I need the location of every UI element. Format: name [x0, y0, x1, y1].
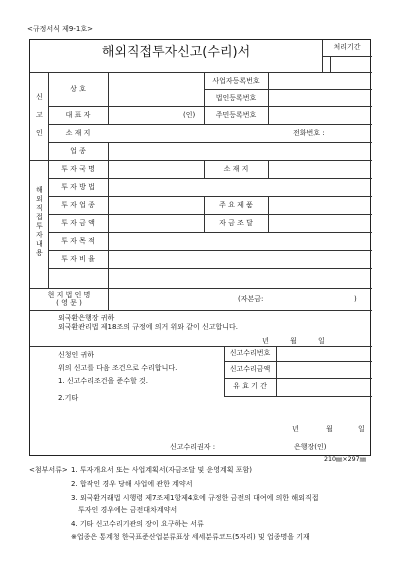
applicant-section-char-3: 인	[36, 129, 43, 137]
representative-label: 대 표 자	[65, 111, 91, 119]
business-label: 투 자 업 종	[61, 201, 95, 209]
attachments-heading: <첨부서류>	[29, 466, 68, 474]
attachment-item-2: 2. 합작인 경우 당해 사업에 관한 계약서	[71, 480, 193, 488]
location-label: 소 재 지	[223, 165, 249, 173]
applicant-section-char-2: 고	[36, 111, 43, 119]
capital-label: (자본금:	[238, 295, 264, 303]
phone-label: 전화번호 :	[293, 129, 325, 137]
acceptance-condition-2: 2.기타	[58, 394, 79, 402]
declaration-year: 년	[262, 337, 269, 345]
ratio-label: 투 자 비 율	[61, 255, 95, 263]
authority-label: 신고수리권자 :	[170, 443, 216, 451]
accept-no-label: 신고수리번호	[229, 349, 271, 357]
applicant-section-char-1: 신	[36, 93, 43, 101]
investment-section-char-1: 해	[36, 186, 43, 194]
acceptance-year: 년	[292, 425, 299, 433]
capital-close: )	[354, 295, 357, 303]
funding-label: 자 금 조 달	[219, 219, 253, 227]
amount-label: 투 자 금 액	[61, 219, 95, 227]
attachment-item-3-cont: 투자인 경우에는 금전대차계약서	[78, 506, 178, 514]
attachment-item-4: 4. 기타 신고수리기관의 장이 요구하는 서류	[71, 520, 204, 528]
method-label: 투 자 방 법	[61, 183, 95, 191]
attachment-note: ※업종은 통계청 한국표준산업분류표상 세세분류코드(5자리) 및 업종명을 기재	[71, 533, 310, 541]
declaration-text: 외국환관리법 제18조의 규정에 의거 위와 같이 신고합니다.	[58, 323, 239, 331]
attachment-item-1: 1. 투자개요서 또는 사업계획서(자금조달 및 운영계획 포함)	[71, 466, 253, 474]
paper-size: 210㎜×297㎜	[324, 456, 366, 463]
local-corp-label: 현 지 법 인 명	[47, 291, 91, 299]
purpose-label: 투 자 목 적	[61, 237, 95, 245]
main-products-label: 주 요 제 품	[219, 201, 253, 209]
industry-label: 업 종	[70, 147, 86, 155]
investment-section-char-3: 직	[36, 204, 43, 212]
acceptance-month: 월	[326, 425, 333, 433]
bank-label: 은행장(인)	[294, 443, 327, 451]
corp-reg-no-label: 법인등록번호	[215, 94, 257, 102]
acceptance-text: 위의 신고를 다음 조건으로 수리합니다.	[58, 364, 178, 372]
investment-section-char-2: 외	[36, 195, 43, 203]
investment-section-char-7: 내	[36, 240, 43, 248]
accept-amount-label: 신고수리금액	[229, 365, 271, 373]
declaration-form	[29, 39, 371, 456]
form-title: 해외직접투자신고(수리)서	[101, 45, 251, 60]
declaration-month: 월	[290, 337, 297, 345]
resident-reg-no-label: 주민등록번호	[215, 111, 257, 119]
business-reg-no-label: 사업자등록번호	[212, 77, 260, 85]
processing-period-label: 처리기간	[333, 43, 361, 51]
acceptance-addressee: 신청인 귀하	[58, 351, 95, 359]
validity-label: 유 효 기 간	[233, 382, 267, 390]
attachment-item-3: 3. 외국환거래법 시행령 제7조제1항제4호에 규정한 금전의 대여에 의한 해외직접	[71, 494, 319, 502]
company-label: 상 호	[70, 85, 86, 93]
investment-section-char-4: 접	[36, 213, 43, 221]
country-label: 투 자 국 명	[61, 165, 95, 173]
investment-section-char-5: 투	[36, 222, 43, 230]
investment-section-char-8: 용	[36, 249, 43, 257]
declaration-day: 일	[318, 337, 325, 345]
seal-mark: (인)	[183, 111, 196, 119]
acceptance-condition-1: 1. 신고수리조건을 준수할 것.	[58, 377, 148, 385]
address-label: 소 재 지	[65, 129, 91, 137]
declaration-addressee: 외국환은행장 귀하	[58, 314, 115, 322]
investment-section-char-6: 자	[36, 231, 43, 239]
local-corp-english-label: ( 영 문 )	[56, 299, 82, 307]
form-number: <규정서식 제9-1호>	[27, 25, 93, 33]
acceptance-day: 일	[358, 425, 365, 433]
